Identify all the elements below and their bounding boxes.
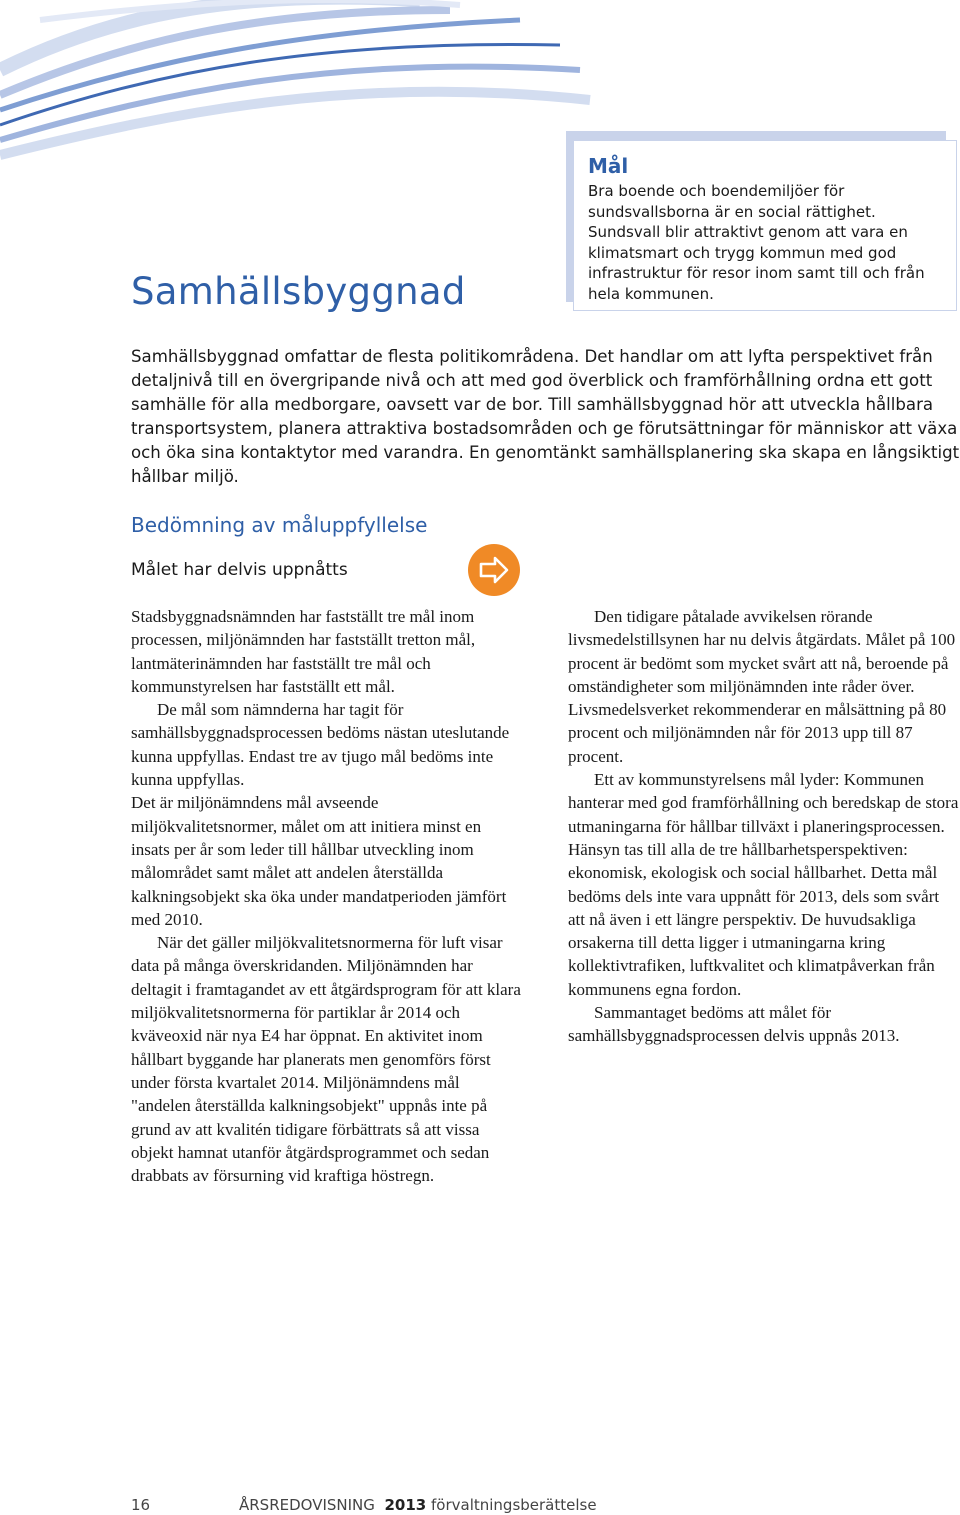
assessment-heading: Bedömning av måluppfyllelse (131, 513, 428, 537)
assessment-status: Målet har delvis uppnåtts (131, 560, 348, 580)
page-title: Samhällsbyggnad (131, 270, 466, 313)
report-name (239, 1496, 426, 1514)
left-paragraph: Stadsbyggnadsnämnden har fastställt tre mål inom processen, miljönämnden har fastställt tretton mål, lantmäterinämnden har fastställt tre mål och kommunstyrelsen har fastställt ett mål. (131, 607, 476, 696)
page-number: 16 (131, 1496, 151, 1514)
left-paragraph: Det är miljönämndens mål avseende miljökvalitetsnormer, målet om att initiera minst en insats per år som leder till hållbar utveckling inom målområdet samt målet att andelen återställda kalkningsobjekt ska öka under mandatperioden jämfört med 2010. (131, 793, 507, 929)
left-column (131, 605, 521, 1187)
left-paragraph: När det gäller miljökvalitetsnormerna för luft visar data på många överskridanden. Miljönämnden har deltagit i framtagandet av ett åtgärdsprogram för att klara miljökvalitetsnormerna för partiklar år 2014 och kväveoxid när nya E4 har öppnat. En aktivitet inom hållbart byggande har planerats men genomförs först under första kvartalet 2014. Miljönämndens mål "andelen återställda kalkningsobjekt" uppnås inte på grund av att kvalitén tidigare förbättrats så att vissa objekt hamnat utanför åtgärdsprogrammet och sedan drabbats av försurning vid kraftiga höstregn. (131, 933, 521, 1186)
right-column (568, 605, 960, 1048)
goal-box (573, 140, 957, 311)
decorative-waves (0, 0, 600, 170)
left-paragraph: De mål som nämnderna har tagit för samhällsbyggnadsprocessen bedöms nästan uteslutande kunna uppfyllas. Endast tre av tjugo mål bedöms inte kunna uppfyllas. (131, 700, 510, 790)
arrow-right-icon (468, 544, 520, 596)
goal-text: Bra boende och boendemiljöer för sundsvallsborna är en social rättighet. Sundsvall blir attraktivt genom att vara en klimatsmart och trygg kommun med god infrastruktur för resor inom samt till och från hela kommunen. (588, 182, 925, 303)
intro-paragraph: Samhällsbyggnad omfattar de flesta politikområdena. Det handlar om att lyfta perspektivet från detaljnivå till en övergripande nivå och att med god överblick och framförhållning ordna ett gott samhälle för alla medborgare, oavsett var de bor. Till samhällsbyggnad hör att utveckla hållbara transportsystem, planera attraktiva bostadsområden och ge förutsättningar för människor att växa och öka sina kontaktytor med varandra. En genomtänkt samhällsplanering ska skapa en långsiktigt hållbar miljö. (131, 347, 960, 486)
right-paragraph: Ett av kommunstyrelsens mål lyder: Kommunen hanterar med god framförhållning och beredskap de stora utmaningarna för hållbar tillväxt i planeringsprocessen. Hänsyn tas till alla de tre hållbarhetsperspektiven: ekonomisk, ekologisk och social hållbarhet. Detta mål bedöms dels inte vara uppnått för 2013, dels som svårt att nå även i ett längre perspektiv. De huvudsakliga orsakerna till detta ligger i utmaningarna kring kollektivtrafiken, luftkvalitet och klimatpåverkan från kommunens egna fordon. (568, 770, 959, 999)
right-paragraph: Den tidigare påtalade avvikelsen rörande livsmedelstillsynen har nu delvis åtgärdats. Målet på 100 procent är bedömt som mycket svårt att nå, beroende på omständigheter som miljönämnden inte råder över. Livsmedelsverket rekommenderar en målsättning på 80 procent och miljönämnden når för 2013 upp till 87 procent. (568, 607, 956, 766)
goal-title: Mål (588, 154, 629, 178)
footer-section: förvaltningsberättelse (431, 1496, 597, 1514)
right-paragraph: Sammantaget bedöms att målet för samhällsbyggnadsprocessen delvis uppnås 2013. (568, 1003, 900, 1046)
report-year: 2013 (384, 1496, 427, 1514)
report-title: ÅRSREDOVISNING (239, 1496, 375, 1514)
